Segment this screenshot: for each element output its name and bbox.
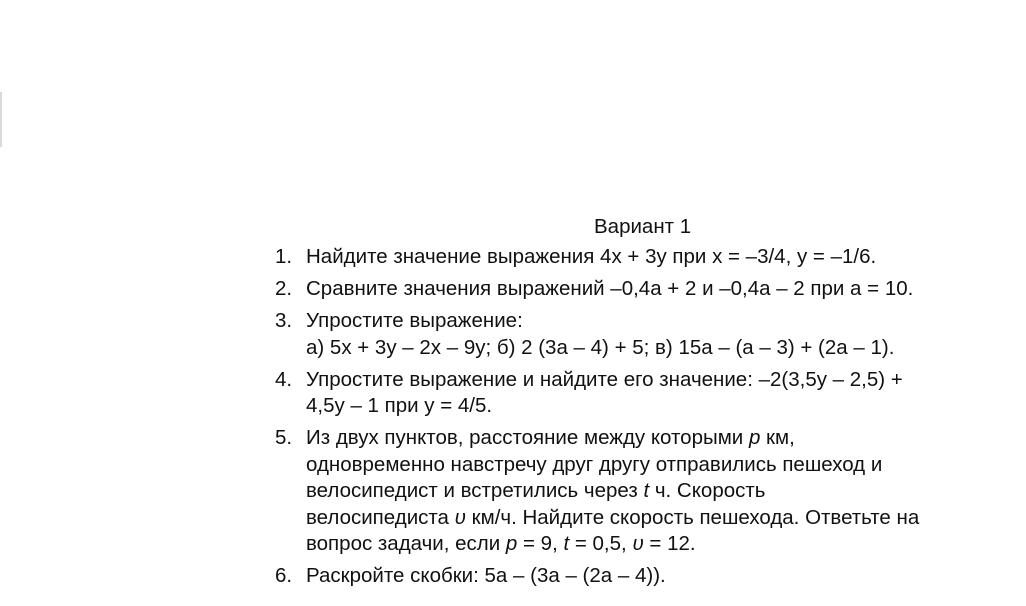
task-text: ч. Скорость bbox=[649, 479, 766, 502]
variable-p: p bbox=[748, 426, 761, 449]
variable-t: t bbox=[643, 479, 650, 502]
task-text: Найдите значение выражения 4x + 3y при x = –3/4, y = –1/6. bbox=[306, 245, 877, 268]
task-text-line bbox=[306, 308, 1020, 335]
task-text: Упростите выражение и найдите его значение: –2(3,5y – 2,5) + bbox=[306, 367, 903, 391]
task-list bbox=[275, 244, 1020, 595]
task-text: = 12. bbox=[643, 532, 696, 555]
variable-v: υ bbox=[632, 532, 644, 555]
task-text-line bbox=[306, 563, 1020, 590]
task-item bbox=[275, 367, 1020, 420]
variable-v: υ bbox=[454, 505, 466, 529]
task-text-line bbox=[306, 505, 1020, 532]
task-text: км, bbox=[760, 426, 795, 449]
task-number: 6. bbox=[275, 564, 293, 587]
task-text: велосипедиста bbox=[306, 505, 455, 529]
task-text: = 9, bbox=[517, 532, 564, 555]
task-text-line bbox=[306, 425, 1020, 452]
task-text-line bbox=[306, 531, 1020, 558]
task-text: 4,5y – 1 при y = 4/5. bbox=[306, 394, 493, 417]
task-text-line bbox=[306, 244, 1020, 271]
task-text: одновременно навстречу друг другу отправились пешеход и bbox=[306, 452, 883, 476]
task-number: 2. bbox=[275, 277, 293, 300]
task-number: 1. bbox=[275, 245, 293, 268]
variant-title: Вариант 1 bbox=[594, 215, 692, 238]
task-text: км/ч. Найдите скорость пешехода. Ответьте на bbox=[465, 505, 920, 529]
task-text: вопрос задачи, если bbox=[306, 532, 506, 555]
variable-p: p bbox=[505, 532, 518, 555]
task-text: велосипедист и встретились через bbox=[306, 479, 644, 502]
variable-t: t bbox=[563, 532, 570, 555]
task-text: Из двух пунктов, расстояние между которыми bbox=[306, 426, 749, 449]
task-text: Сравните значения выражений –0,4a + 2 и –0,4a – 2 при a = 10. bbox=[306, 277, 914, 300]
task-number: 3. bbox=[275, 309, 293, 332]
scan-edge-mark bbox=[0, 92, 2, 147]
task-text-line bbox=[306, 367, 1020, 394]
task-text-line bbox=[306, 335, 1020, 362]
task-text-line bbox=[306, 452, 1020, 479]
task-text: Раскройте скобки: 5a – (3a – (2a – 4)). bbox=[306, 564, 666, 587]
task-item bbox=[275, 563, 1020, 590]
task-number: 5. bbox=[275, 426, 293, 449]
task-item bbox=[275, 425, 1020, 558]
task-item bbox=[275, 244, 1020, 271]
task-text-line bbox=[306, 276, 1020, 303]
task-item bbox=[275, 308, 1020, 361]
task-item bbox=[275, 276, 1020, 303]
task-text: = 0,5, bbox=[569, 532, 633, 555]
task-text-line bbox=[306, 393, 1020, 420]
task-text: Упростите выражение: bbox=[306, 309, 523, 332]
task-text-line bbox=[306, 478, 1020, 505]
task-text: а) 5x + 3y – 2x – 9y; б) 2 (3a – 4) + 5; в) 15a – (a – 3) + (2a – 1). bbox=[306, 335, 895, 359]
task-number: 4. bbox=[275, 367, 293, 391]
